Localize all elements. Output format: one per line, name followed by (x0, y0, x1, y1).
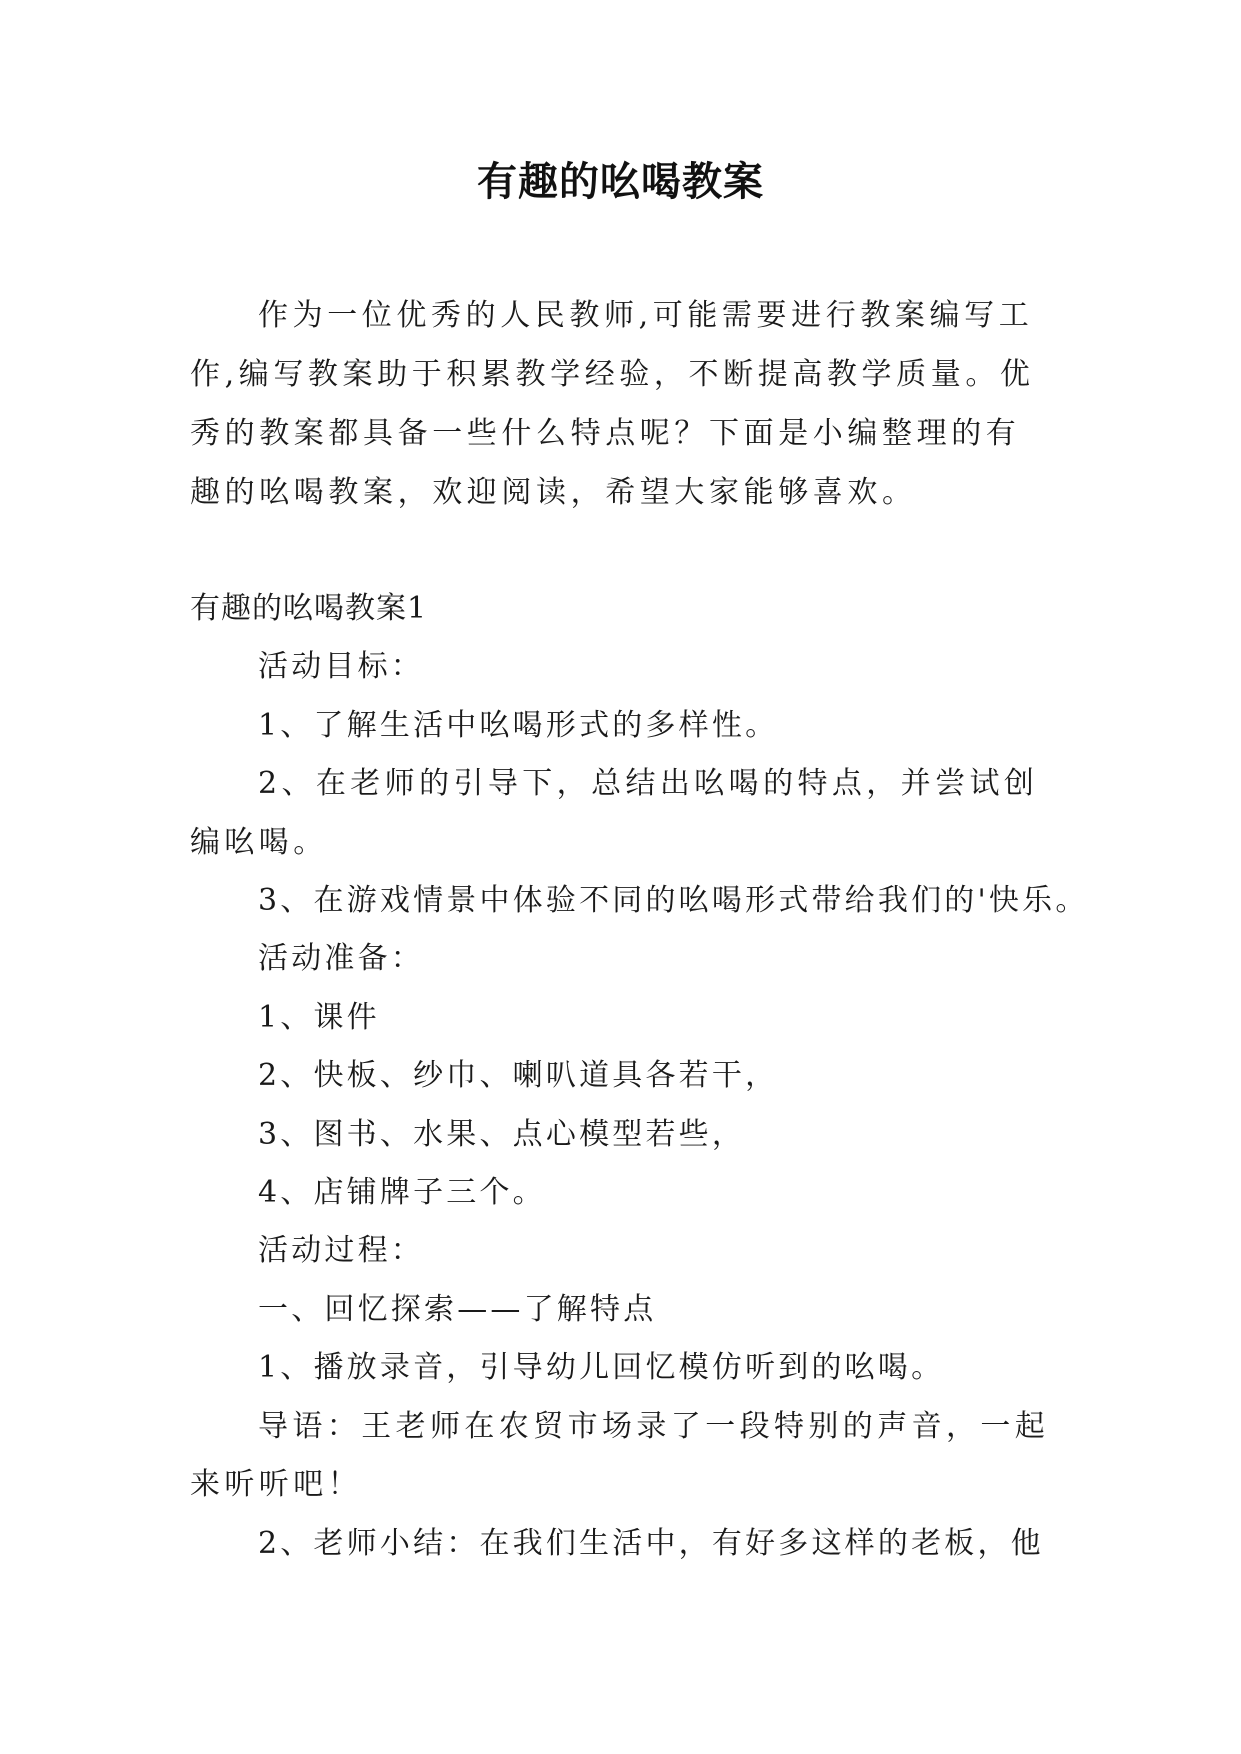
process-item: 2、老师小结：在我们生活中，有好多这样的老板，他 (258, 1525, 1044, 1561)
intro-paragraph: 作为一位优秀的人民教师,可能需要进行教案编写工作,编写教案助于积累教学经验，不断提高教学质量。优秀的教案都具备一些什么特点呢？下面是小编整理的有趣的吆喝教案，欢迎阅读，希望大家能够喜欢。 (190, 298, 1035, 510)
preparation-item: 3、图书、水果、点心模型若些， (258, 1116, 746, 1152)
preparation-item: 4、店铺牌子三个。 (258, 1175, 546, 1211)
lesson-plan-section (190, 580, 1089, 1573)
activity-process-heading: 活动过程： (258, 1233, 424, 1269)
section-heading: 有趣的吆喝教案1 (190, 591, 428, 626)
process-subheading: 一、回忆探索——了解特点 (258, 1291, 657, 1327)
activity-preparation-heading: 活动准备： (258, 941, 424, 977)
goal-item: 3、在游戏情景中体验不同的吆喝形式带给我们的'快乐。 (258, 883, 1089, 919)
process-item: 导语：王老师在农贸市场录了一段特别的声音，一起来听听吧！ (190, 1408, 1050, 1503)
activity-goals-heading: 活动目标： (258, 649, 424, 685)
goal-item: 2、在老师的引导下，总结出吆喝的特点，并尝试创编吆喝。 (190, 766, 1039, 860)
process-item: 1、播放录音，引导幼儿回忆模仿听到的吆喝。 (258, 1350, 945, 1386)
preparation-item: 2、快板、纱巾、喇叭道具各若干， (258, 1058, 779, 1094)
document-title: 有趣的吆喝教案 (477, 158, 764, 205)
goal-item: 1、了解生活中吆喝形式的多样性。 (258, 707, 779, 743)
preparation-item: 1、课件 (258, 999, 380, 1035)
